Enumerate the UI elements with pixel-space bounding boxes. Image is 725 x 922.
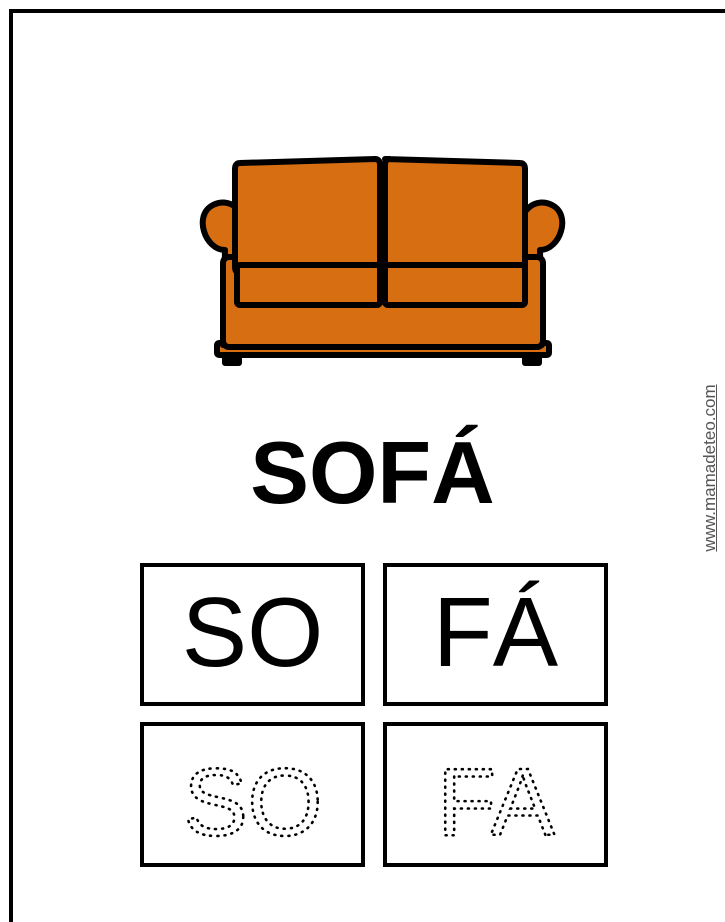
word-title: SOFÁ bbox=[250, 423, 495, 522]
tracing-syllable-2 bbox=[396, 735, 596, 855]
tracing-text-2: FA bbox=[436, 748, 555, 855]
website-link[interactable]: www.mamadeteo.com bbox=[700, 384, 719, 552]
syllable-box-2 bbox=[383, 563, 608, 706]
syllable-box-1 bbox=[140, 563, 365, 706]
syllable-2: FÁ bbox=[432, 576, 559, 687]
tracing-text-1: SO bbox=[183, 748, 322, 855]
sofa-icon bbox=[185, 155, 580, 370]
tracing-box-2 bbox=[383, 722, 608, 867]
tracing-syllable-1 bbox=[153, 735, 353, 855]
website-credit bbox=[693, 331, 725, 605]
tracing-box-1 bbox=[140, 722, 365, 867]
syllable-1: SO bbox=[181, 576, 324, 687]
